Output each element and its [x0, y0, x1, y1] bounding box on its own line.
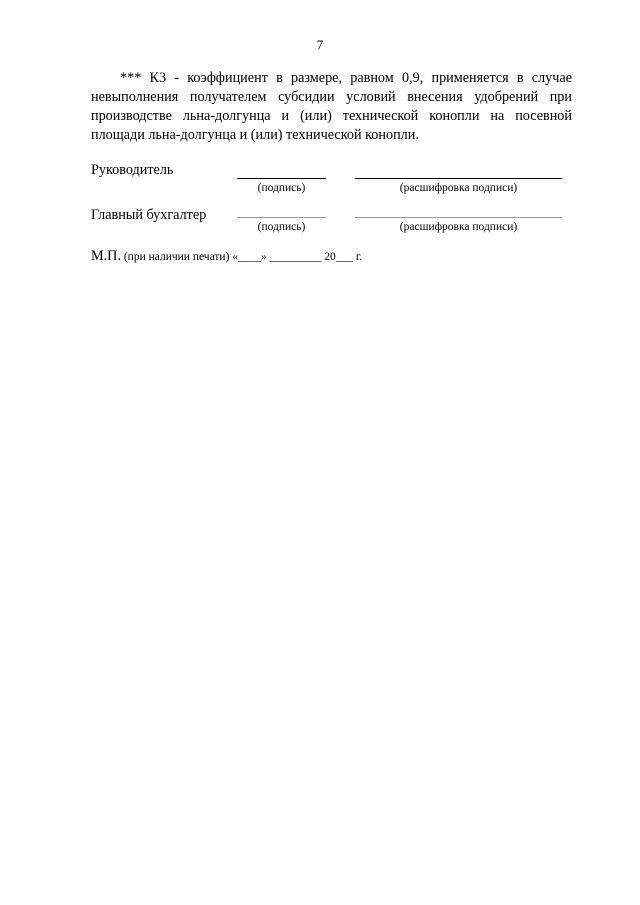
- signature-decoding-caption: (расшифровка подписи): [399, 182, 518, 194]
- signature-role-label: Главный бухгалтер: [91, 207, 207, 223]
- signature-caption: (подпись): [257, 221, 306, 233]
- signature-line: [237, 178, 326, 179]
- signature-decoding-line: [355, 178, 562, 179]
- signature-decoding-line: [355, 217, 562, 218]
- footnote-paragraph: *** К3 - коэффициент в размере, равном 0,9, применяется в случае невыполнения получателем субсидии условий внесения удобрений при производстве льна-долгунца и (или) технической конопли на посевной площади льна-долгунца и (или) технической конопли.: [91, 70, 572, 143]
- signature-row-chief-accountant: [0, 206, 640, 246]
- signature-caption: (подпись): [257, 182, 306, 194]
- stamp-date-line: [91, 247, 362, 266]
- signature-line: [237, 217, 326, 218]
- page-number: 7: [316, 37, 324, 52]
- signature-row-director: [0, 161, 640, 201]
- signature-role-label: Руководитель: [91, 162, 174, 178]
- signature-decoding-caption: (расшифровка подписи): [399, 221, 518, 233]
- stamp-date-text: (при наличии печати) «____» _________ 20___ г.: [120, 251, 363, 263]
- stamp-abbreviation: М.П.: [91, 248, 121, 264]
